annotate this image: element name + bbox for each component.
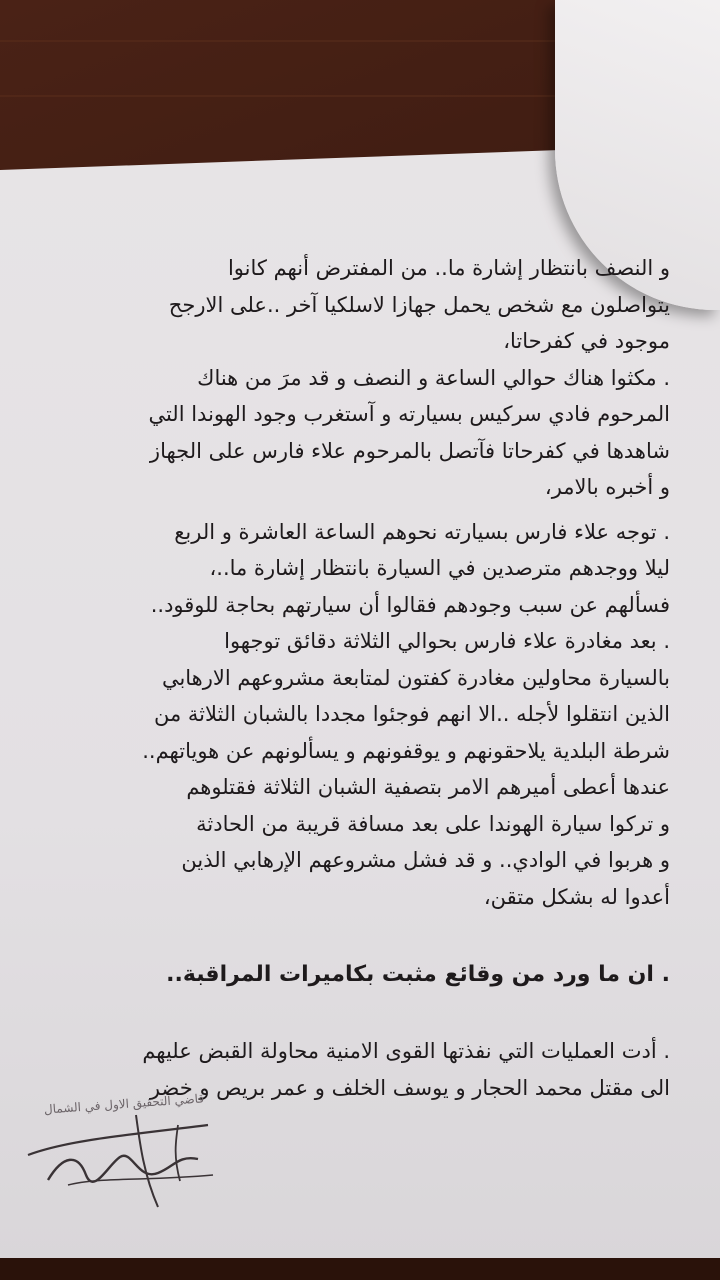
text-line: شاهدها في كفرحاتا فآتصل بالمرحوم علاء فارس على الجهاز bbox=[149, 438, 670, 463]
text-line: المرحوم فادي سركيس بسيارته و آستغرب وجود الهوندا التي bbox=[148, 402, 670, 426]
text-line: و النصف بانتظار إشارة ما.. من المفترض أنهم كانوا bbox=[227, 256, 670, 280]
text-line: ليلا ووجدهم مترصدين في السيارة بانتظار إشارة ما..، bbox=[209, 556, 670, 580]
text-line: الى مقتل محمد الحجار و يوسف الخلف و عمر بريص و خضر bbox=[149, 1075, 670, 1100]
text-line: أعدوا له بشكل متقن، bbox=[483, 884, 670, 909]
section-heading: . ان ما ورد من وقائع مثبت بكاميرات المراقبة.. bbox=[166, 962, 670, 987]
text-line: و أخبره بالامر، bbox=[544, 475, 670, 499]
signature-block bbox=[8, 1085, 238, 1215]
text-line: و تركوا سيارة الهوندا على بعد مسافة قريبة من الحادثة bbox=[196, 811, 670, 836]
text-line: يتواصلون مع شخص يحمل جهازا لاسلكيا آخر ..على الارجح bbox=[168, 292, 670, 317]
text-line: و هربوا في الوادي.. و قد فشل مشروعهم الإرهابي الذين bbox=[181, 848, 670, 872]
text-line: موجود في كفرحاتا، bbox=[503, 329, 670, 353]
text-line: . مكثوا هناك حوالي الساعة و النصف و قد مرَ من هناك bbox=[197, 365, 670, 390]
text-line: الذين انتقلوا لأجله ..الا انهم فوجئوا مجددا بالشبان الثلاثة من bbox=[154, 702, 670, 726]
text-line: . بعد مغادرة علاء فارس بحوالي الثلاثة دقائق توجهوا bbox=[224, 629, 670, 653]
text-line: . أدت العمليات التي نفذتها القوى الامنية محاولة القبض عليهم bbox=[142, 1039, 670, 1063]
text-line: شرطة البلدية يلاحقونهم و يوقفونهم و يسألونهم عن هوياتهم.. bbox=[142, 738, 670, 763]
table-edge bbox=[0, 1258, 720, 1280]
text-line: بالسيارة محاولين مغادرة كفتون لمتابعة مشروعهم الارهابي bbox=[161, 665, 670, 690]
text-line: عندها أعطى أميرهم الامر بتصفية الشبان الثلاثة فقتلوهم bbox=[186, 775, 670, 799]
stamp-text: قاضي التحقيق الاول في الشمال bbox=[43, 1091, 205, 1117]
text-line: . توجه علاء فارس بسيارته نحوهم الساعة العاشرة و الربع bbox=[174, 519, 670, 544]
document-body bbox=[50, 250, 670, 1106]
text-line: فسألهم عن سبب وجودهم فقالوا أن سيارتهم بحاجة للوقود.. bbox=[150, 592, 670, 617]
